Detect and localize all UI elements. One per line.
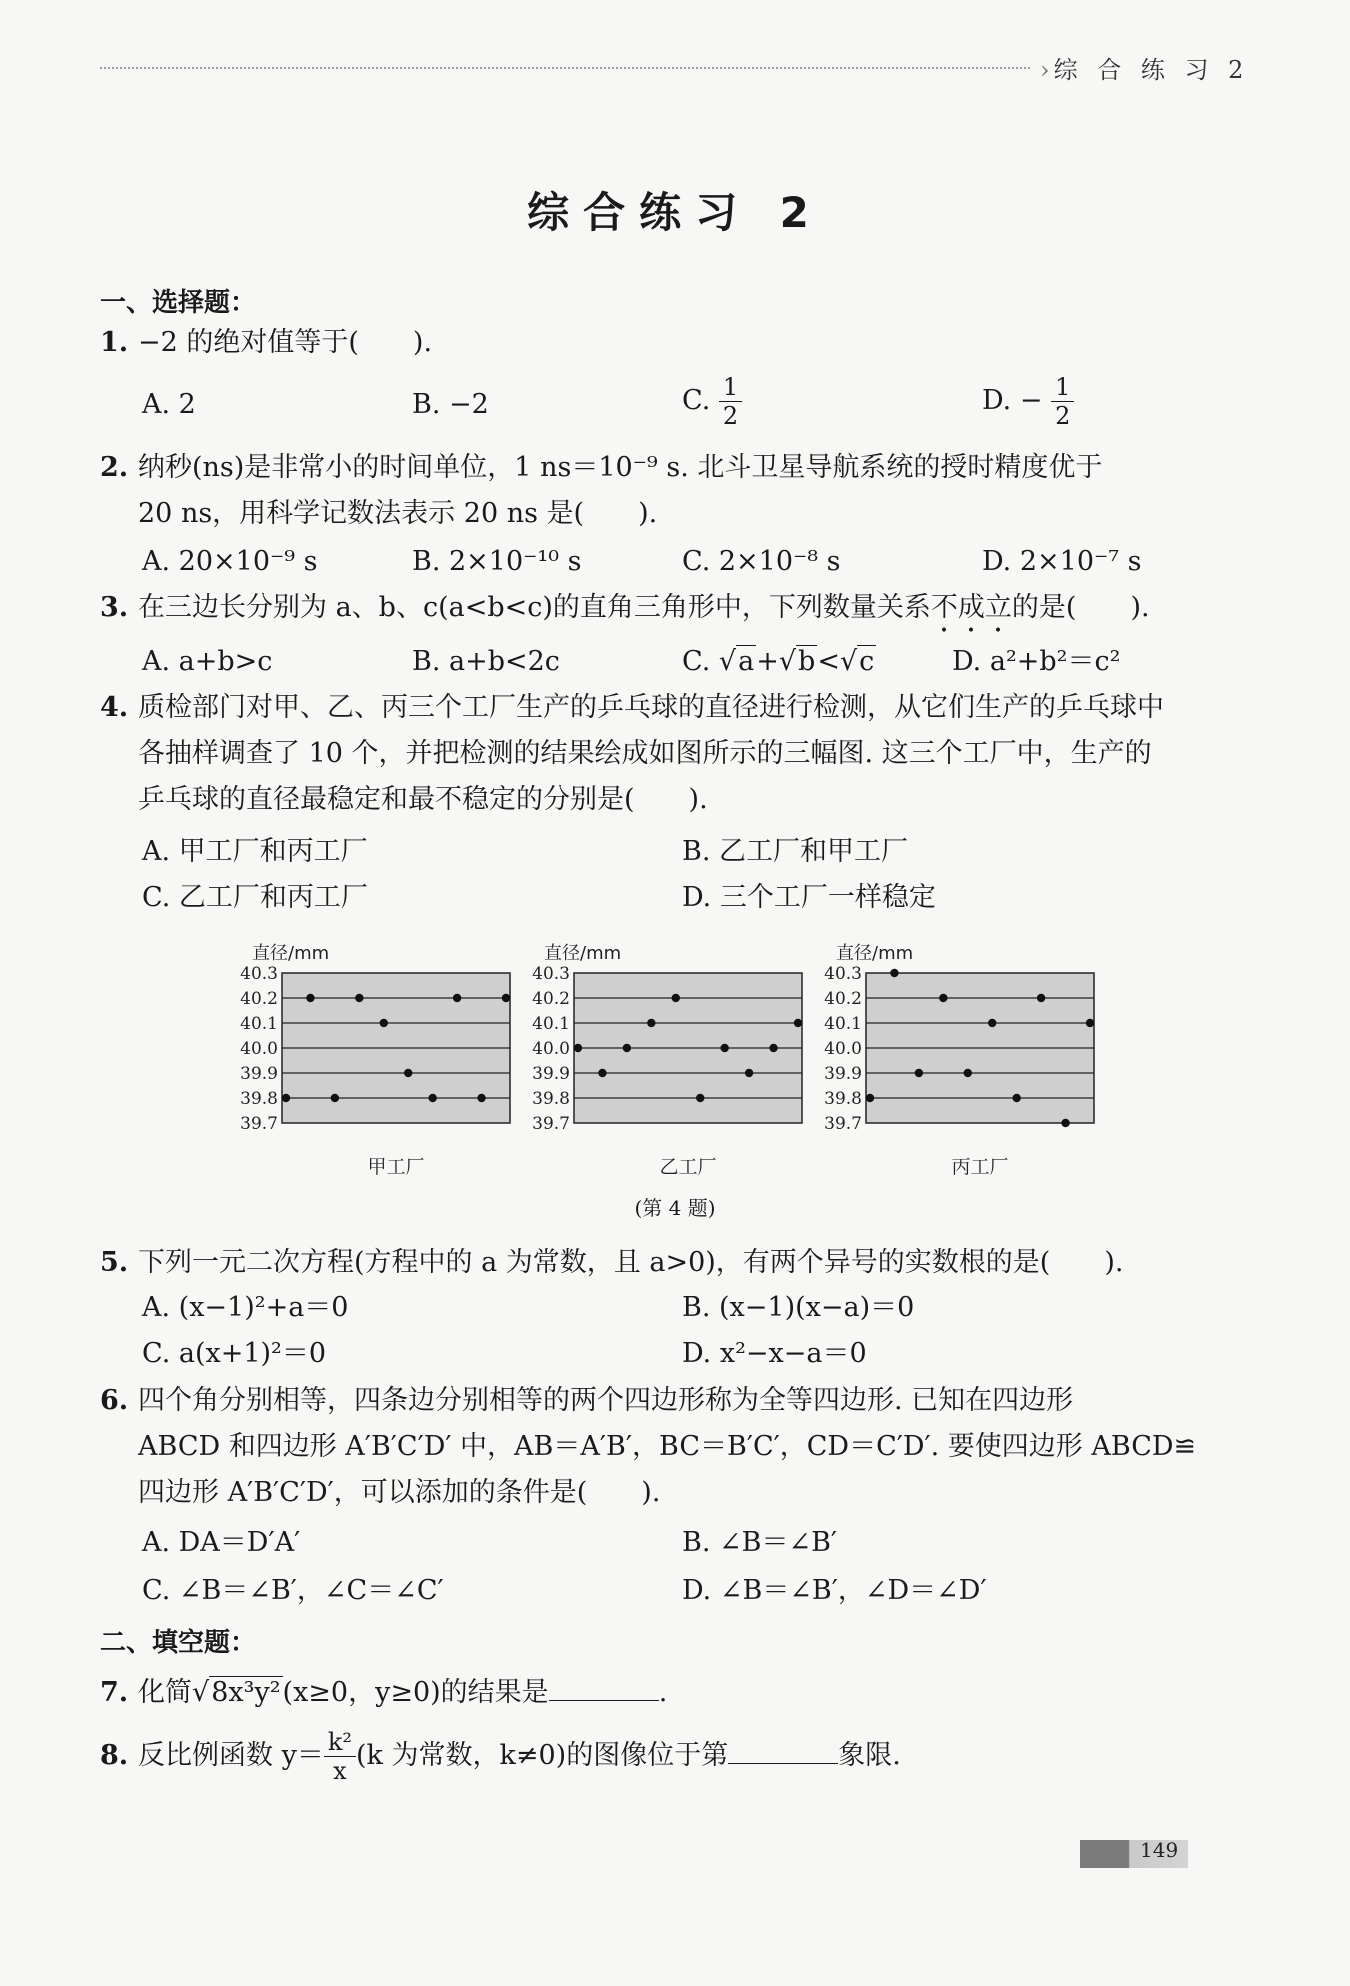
option-label: D. − (982, 385, 1043, 416)
question-text-end: 的是( ). (1011, 592, 1150, 623)
y-tick-label: 40.3 (824, 964, 862, 984)
q5-option-b: B. (x−1)(x−a)＝0 (682, 1292, 915, 1323)
data-point (404, 1069, 412, 1077)
data-point (306, 994, 314, 1002)
question-text-line2: ABCD 和四边形 A′B′C′D′ 中，AB＝A′B′，BC＝B′C′，CD＝C′D′. 要使四边形 ABCD≌ (138, 1431, 1197, 1462)
q2-option-b: B. 2×10⁻¹⁰ s (412, 546, 582, 577)
data-point (745, 1069, 753, 1077)
data-point (939, 994, 947, 1002)
op-less: < (817, 646, 840, 677)
section-heading-choice: 一、选择题： (100, 288, 257, 318)
question-8 (100, 1730, 1200, 1783)
question-text: 化简 (138, 1677, 192, 1708)
question-text-end: 象限. (838, 1740, 901, 1771)
question-2 (100, 445, 1200, 537)
page-title: 综合练习 2 (527, 188, 823, 237)
question-number: 5. (100, 1247, 129, 1278)
section-heading-fill: 二、填空题： (100, 1628, 257, 1658)
q4-option-c: C. 乙工厂和丙工厂 (142, 882, 368, 913)
data-point (866, 1094, 874, 1102)
question-number: 7. (100, 1677, 129, 1708)
question-text: −2 的绝对值等于( ). (138, 327, 433, 358)
q3-option-c: C. √a+√b<√c (682, 646, 875, 677)
data-point (574, 1044, 582, 1052)
question-number: 4. (100, 692, 129, 723)
question-text-cond: (k 为常数，k≠0)的图像位于第 (356, 1740, 729, 1771)
y-tick-label: 39.8 (240, 1089, 278, 1109)
data-point (598, 1069, 606, 1077)
chart-title: 丙工厂 (951, 1156, 1009, 1178)
data-point (647, 1019, 655, 1027)
q1-option-b: B. −2 (412, 389, 489, 420)
option-label: C. (682, 646, 711, 677)
answer-blank (728, 1735, 838, 1764)
data-point (1061, 1119, 1069, 1127)
question-text-line3: 四边形 A′B′C′D′，可以添加的条件是( ). (138, 1477, 661, 1508)
q5-option-a: A. (x−1)²+a＝0 (142, 1292, 349, 1323)
y-axis-label: 直径/mm (836, 943, 914, 964)
question-text: 在三边长分别为 a、b、c(a<b<c)的直角三角形中，下列数量关系 (138, 592, 931, 623)
y-tick-label: 40.0 (824, 1039, 862, 1059)
data-point (964, 1069, 972, 1077)
question-text-cond: (x≥0，y≥0)的结果是 (282, 1677, 549, 1708)
y-tick-label: 40.0 (532, 1039, 570, 1059)
figure-caption: (第 4 题) (634, 1196, 716, 1220)
denominator: x (333, 1757, 347, 1785)
running-head (1040, 50, 1249, 85)
question-number: 8. (100, 1740, 129, 1771)
y-tick-label: 39.7 (532, 1114, 570, 1134)
q2-option-d: D. 2×10⁻⁷ s (982, 546, 1142, 577)
question-1 (100, 320, 1200, 366)
y-tick-label: 40.3 (240, 964, 278, 984)
data-point (988, 1019, 996, 1027)
data-point (380, 1019, 388, 1027)
data-point (623, 1044, 631, 1052)
numerator: 1 (1051, 375, 1074, 402)
question-text-line1: 纳秒(ns)是非常小的时间单位，1 ns＝10⁻⁹ s. 北斗卫星导航系统的授时精度优于 (138, 452, 1103, 483)
question-number: 3. (100, 592, 129, 623)
running-head-text: 综 合 练 习 2 (1053, 56, 1250, 84)
q4-option-b: B. 乙工厂和甲工厂 (682, 836, 909, 867)
numerator: k² (324, 1730, 356, 1757)
question-number: 6. (100, 1385, 129, 1416)
question-5 (100, 1240, 1200, 1286)
question-6 (100, 1378, 1200, 1516)
data-point (720, 1044, 728, 1052)
y-tick-label: 39.9 (240, 1064, 278, 1084)
q4-option-a: A. 甲工厂和丙工厂 (142, 836, 368, 867)
sqrt-a: a (738, 646, 755, 677)
question-text-end: . (658, 1677, 668, 1708)
y-tick-label: 39.8 (824, 1089, 862, 1109)
q1-option-a: A. 2 (142, 389, 196, 420)
q3-option-d: D. a²+b²＝c² (952, 646, 1121, 677)
question-text-line2: 各抽样调查了 10 个，并把检测的结果绘成如图所示的三幅图. 这三个工厂中，生产的 (138, 738, 1152, 769)
data-point (453, 994, 461, 1002)
q3-option-a: A. a+b>c (142, 646, 273, 677)
q1-option-d (982, 375, 1074, 428)
y-tick-label: 40.1 (824, 1014, 862, 1034)
emphasis-text: 不成立 (930, 592, 1012, 623)
page-number: 149 (1140, 1838, 1179, 1862)
y-tick-label: 39.9 (824, 1064, 862, 1084)
q6-option-c: C. ∠B＝∠B′，∠C＝∠C′ (142, 1575, 444, 1606)
question-7: 7. 化简√8x³y²(x≥0，y≥0)的结果是 . (100, 1670, 1200, 1716)
y-axis-label: 直径/mm (252, 943, 330, 964)
q2-option-a: A. 20×10⁻⁹ s (142, 546, 318, 577)
question-text-line2: 20 ns，用科学记数法表示 20 ns 是( ). (138, 498, 658, 529)
fraction (1051, 375, 1074, 428)
y-tick-label: 39.7 (240, 1114, 278, 1134)
numerator: 1 (719, 375, 742, 402)
question-4 (100, 685, 1200, 823)
data-point (890, 969, 898, 977)
question-text-line1: 四个角分别相等，四条边分别相等的两个四边形称为全等四边形. 已知在四边形 (138, 1385, 1074, 1416)
figure-q4 (240, 935, 1100, 1215)
option-label: C. (682, 385, 711, 416)
question-text: 下列一元二次方程(方程中的 a 为常数，且 a>0)，有两个异号的实数根的是( ). (138, 1247, 1124, 1278)
data-point (331, 1094, 339, 1102)
answer-blank (549, 1672, 659, 1701)
q4-option-d: D. 三个工厂一样稳定 (682, 882, 936, 913)
radicand: 8x³y² (211, 1677, 281, 1708)
data-point (477, 1094, 485, 1102)
q2-option-c: C. 2×10⁻⁸ s (682, 546, 841, 577)
question-text-line1: 质检部门对甲、乙、丙三个工厂生产的乒乓球的直径进行检测，从它们生产的乒乓球中 (138, 692, 1164, 723)
y-tick-label: 39.7 (824, 1114, 862, 1134)
question-number: 2. (100, 452, 129, 483)
y-tick-label: 40.0 (240, 1039, 278, 1059)
y-tick-label: 39.9 (532, 1064, 570, 1084)
data-point (769, 1044, 777, 1052)
q1-option-c (682, 375, 742, 428)
chart-title: 甲工厂 (367, 1156, 425, 1178)
data-point (355, 994, 363, 1002)
y-tick-label: 40.3 (532, 964, 570, 984)
y-tick-label: 39.8 (532, 1089, 570, 1109)
sqrt-c: c (859, 646, 875, 677)
denominator: 2 (1055, 402, 1071, 430)
data-point (672, 994, 680, 1002)
data-point (794, 1019, 802, 1027)
q5-option-d: D. x²−x−a＝0 (682, 1338, 867, 1369)
data-point (1086, 1019, 1094, 1027)
question-text: 反比例函数 y＝ (138, 1740, 324, 1771)
charts-svg (240, 935, 1100, 1185)
data-point (1012, 1094, 1020, 1102)
question-number: 1. (100, 327, 129, 358)
y-tick-label: 40.2 (824, 989, 862, 1009)
chart-title: 乙工厂 (659, 1156, 717, 1178)
q6-option-b: B. ∠B＝∠B′ (682, 1527, 838, 1558)
y-axis-label: 直径/mm (544, 943, 622, 964)
q6-option-d: D. ∠B＝∠B′，∠D＝∠D′ (682, 1575, 987, 1606)
q5-option-c: C. a(x+1)²＝0 (142, 1338, 327, 1369)
data-point (1037, 994, 1045, 1002)
question-text-line3: 乒乓球的直径最稳定和最不稳定的分别是( ). (138, 784, 708, 815)
denominator: 2 (722, 402, 739, 430)
data-point (696, 1094, 704, 1102)
fraction (719, 375, 742, 428)
fraction (324, 1730, 356, 1783)
question-3 (100, 585, 1200, 639)
data-point (915, 1069, 923, 1077)
q6-option-a: A. DA＝D′A′ (142, 1527, 301, 1558)
q3-option-b: B. a+b<2c (412, 646, 560, 677)
y-tick-label: 40.2 (240, 989, 278, 1009)
op-plus: + (756, 646, 779, 677)
y-tick-label: 40.2 (532, 989, 570, 1009)
data-point (282, 1094, 290, 1102)
arrow-icon: › (1040, 56, 1050, 84)
header-rule (100, 67, 1030, 69)
y-tick-label: 40.1 (240, 1014, 278, 1034)
data-point (428, 1094, 436, 1102)
sqrt-b: b (798, 646, 816, 677)
data-point (502, 994, 510, 1002)
y-tick-label: 40.1 (532, 1014, 570, 1034)
